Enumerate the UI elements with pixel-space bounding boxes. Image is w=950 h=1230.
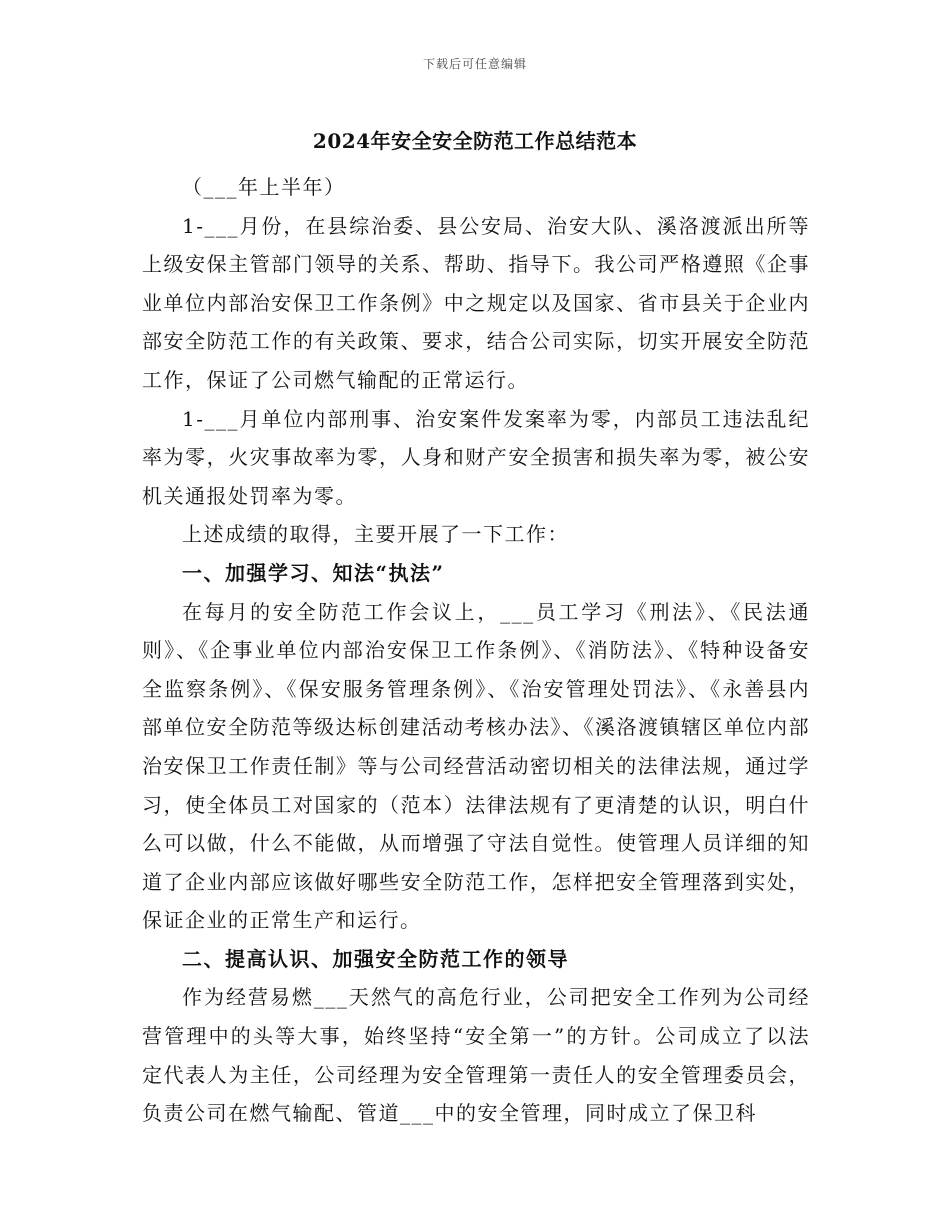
paragraph-intro: 1-___月份，在县综治委、县公安局、治安大队、溪洛渡派出所等上级安保主管部门领导的关系、帮助、指导下。我公司严格遵照《企事业单位内部治安保卫工作条例》中之规定以及国家、省市县关于企业内部安全防范工作的有关政策、要求，结合公司实际，切实开展安全防范工作，保证了公司燃气输配的正常运行。 bbox=[142, 213, 810, 392]
section-heading-1: 一、加强学习、知法“执法” bbox=[182, 560, 445, 585]
document-body bbox=[142, 168, 810, 1133]
section-heading-2: 二、提高认识、加强安全防范工作的领导 bbox=[182, 946, 569, 971]
paragraph-period: （___年上半年） bbox=[182, 175, 346, 199]
paragraph-results: 1-___月单位内部刑事、治安案件发案率为零，内部员工违法乱纪率为零，火灾事故率为零，人身和财产安全损害和损失率为零，被公安机关通报处罚率为零。 bbox=[142, 406, 810, 508]
paragraph-study: 在每月的安全防范工作会议上，___员工学习《刑法》、《民法通则》、《企事业单位内部治安保卫工作条例》、《消防法》、《特种设备安全监察条例》、《保安服务管理条例》、《治安管理处罚法》、《永善县内部单位安全防范等级达标创建活动考核办法》、《溪洛渡镇辖区单位内部治安保卫工作责任制》等与公司经营活动密切相关的法律法规，通过学习，使全体员工对国家的（范本）法律法规有了更清楚的认识，明白什么可以做，什么不能做，从而增强了守法自觉性。使管理人员详细的知道了企业内部应该做好哪些安全防范工作，怎样把安全管理落到实处，保证企业的正常生产和运行。 bbox=[142, 599, 810, 933]
paragraph-leadership: 作为经营易燃___天然气的高危行业，公司把安全工作列为公司经营管理中的头等大事，始终坚持“安全第一”的方针。公司成立了以法定代表人为主任，公司经理为安全管理第一责任人的安全管理委员会，负责公司在燃气输配、管道___中的安全管理，同时成立了保卫科 bbox=[142, 985, 810, 1126]
paragraph-summary: 上述成绩的取得，主要开展了一下工作： bbox=[182, 522, 569, 547]
header-note: 下载后可任意编辑 bbox=[422, 57, 527, 71]
document-title: 2024年安全安全防范工作总结范本 bbox=[312, 129, 638, 153]
